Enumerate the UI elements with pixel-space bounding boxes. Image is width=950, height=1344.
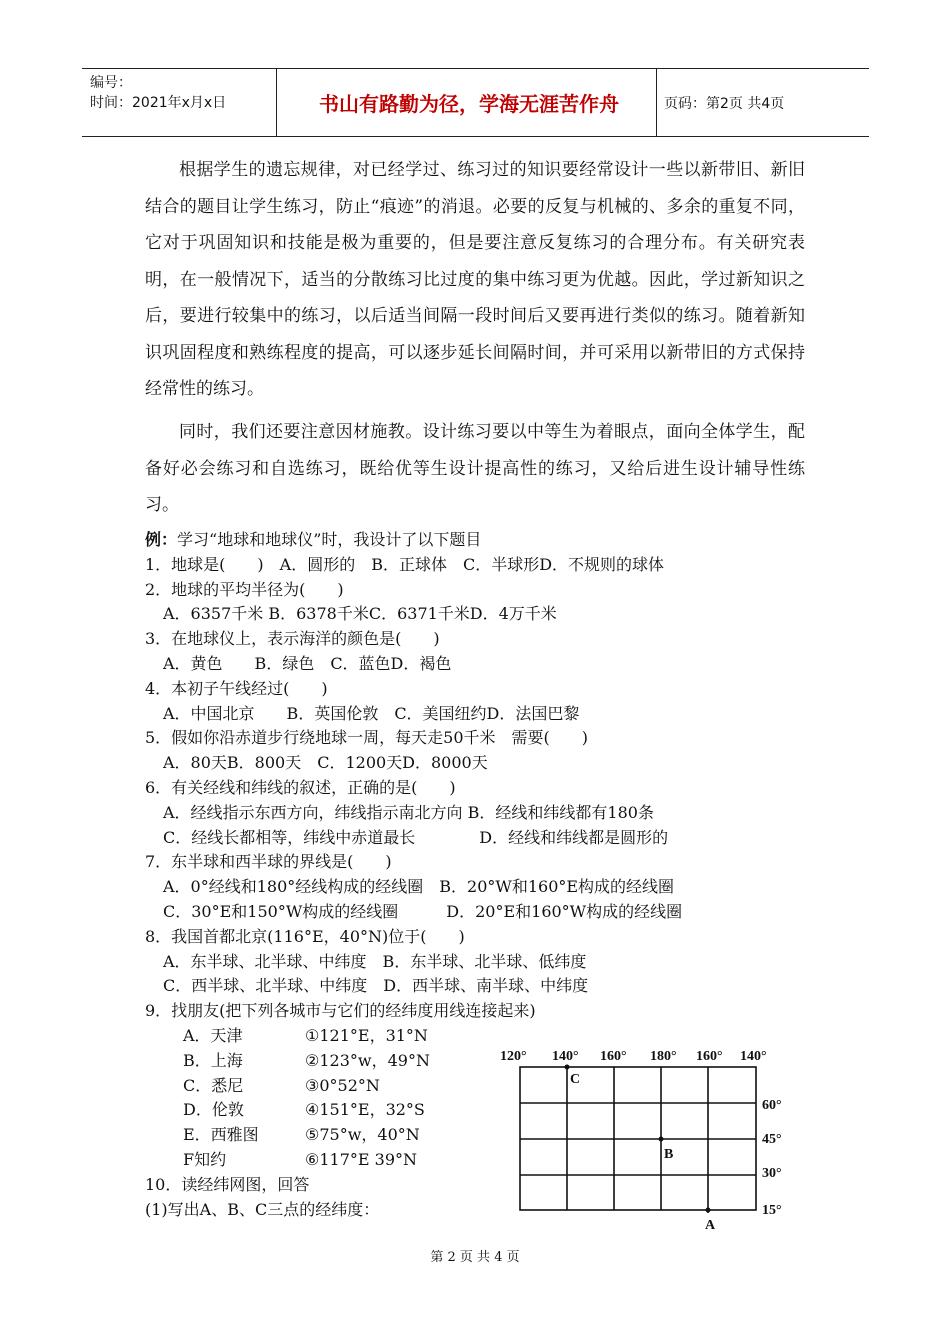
question: 5．假如你沿赤道步行绕地球一周，每天走50千米 需要( ) — [145, 728, 589, 748]
question-options: A．黄色 B．绿色 C．蓝色D．褐色 — [163, 653, 452, 673]
grid-top-label: 160° — [600, 1049, 627, 1064]
grid-right-label: 60° — [762, 1098, 782, 1113]
match-city: E．西雅图 — [183, 1125, 259, 1145]
header-number: 编号： — [90, 75, 132, 91]
example-label: 例： — [145, 530, 178, 549]
question-options: A．经线指示东西方向，纬线指示南北方向 B．经线和纬线都有180条 — [163, 802, 654, 822]
question: 2．地球的平均半径为( ) — [145, 579, 344, 599]
match-city: D．伦敦 — [183, 1100, 244, 1120]
match-city: F知约 — [183, 1149, 227, 1169]
point-a-marker — [706, 1208, 711, 1213]
point-c-label: C — [570, 1072, 581, 1087]
page-header — [82, 68, 869, 137]
point-b-label: B — [664, 1147, 674, 1162]
question: 7．东半球和西半球的界线是( ) — [145, 852, 392, 872]
question: 9．找朋友(把下列各城市与它们的经纬度用线连接起来) — [145, 1001, 536, 1021]
question-options: C．经线长都相等，纬线中赤道最长 D．经线和纬线都是圆形的 — [163, 827, 669, 847]
match-coord: ④151°E，32°S — [305, 1100, 425, 1120]
match-city: C．悉尼 — [183, 1075, 244, 1095]
grid-right-label: 15° — [762, 1203, 782, 1218]
example-text: 学习“地球和地球仪”时，我设计了以下题目 — [177, 530, 482, 549]
page-footer: 第 2 页 共 4 页 — [430, 1250, 520, 1265]
header-meta — [90, 73, 226, 113]
header-page: 页码：第2页 共4页 — [664, 95, 785, 112]
point-b-marker — [659, 1137, 664, 1142]
question-options: A．0°经线和180°经线构成的经线圈 B．20°W和160°E构成的经线圈 — [163, 877, 675, 897]
header-time: 时间：2021年x月x日 — [90, 95, 227, 111]
question: 8．我国首都北京(116°E，40°N)位于( ) — [145, 926, 465, 946]
question: 6．有关经线和纬线的叙述，正确的是( ) — [145, 777, 456, 797]
grid-top-label: 140° — [740, 1049, 767, 1064]
question: 10．读经纬网图，回答 — [145, 1174, 310, 1194]
match-coord: ⑤75°w，40°N — [305, 1125, 420, 1145]
question-options: A．6357千米 B．6378千米C．6371千米D．4万千米 — [163, 604, 557, 624]
question-options: C．西半球、北半球、中纬度 D．西半球、南半球、中纬度 — [163, 976, 589, 996]
question-options: A．东半球、北半球、中纬度 B．东半球、北半球、低纬度 — [163, 951, 587, 971]
match-coord: ③0°52°N — [305, 1075, 380, 1095]
grid-top-label: 160° — [696, 1049, 723, 1064]
question-options: A．中国北京 B．英国伦敦 C．美国纽约D．法国巴黎 — [163, 703, 580, 723]
grid-lines — [520, 1067, 756, 1213]
latlong-grid-diagram — [500, 1045, 800, 1235]
paragraph: 根据学生的遗忘规律，对已经学过、练习过的知识要经常设计一些以新带旧、新旧结合的题目让学生练习，防止“痕迹”的消退。必要的反复与机械的、多余的重复不同，它对于巩固知识和技能是极为重要的，但是要注意反复练习的合理分布。有关研究表明，在一般情况下，适当的分散练习比过度的集中练习更为优越。因此，学过新知识之后，要进行较集中的练习，以后适当间隔一段时间后又要再进行类似的练习。随着新知识巩固程度和熟练程度的提高，可以逐步延长间隔时间，并可采用以新带旧的方式保持经常性的练习。 — [145, 160, 805, 399]
question: 3．在地球仪上，表示海洋的颜色是( ) — [145, 629, 440, 649]
grid-right-label: 30° — [762, 1166, 782, 1181]
grid-right-label: 45° — [762, 1132, 782, 1147]
header-motto: 书山有路勤为径，学海无涯苦作舟 — [319, 92, 619, 116]
header-divider — [656, 69, 657, 136]
paragraph: 同时，我们还要注意因材施教。设计练习要以中等生为着眼点，面向全体学生，配备好必会练习和自选练习，既给优等生设计提高性的练习，又给后进生设计辅导性练习。 — [145, 422, 805, 515]
question-options: A．80天B．800天 C．1200天D．8000天 — [163, 753, 488, 773]
grid-top-label: 120° — [500, 1049, 527, 1064]
header-divider — [276, 69, 277, 136]
point-a-label: A — [705, 1218, 716, 1233]
match-coord: ⑥117°E 39°N — [305, 1149, 418, 1169]
question: 4．本初子午线经过( ) — [145, 678, 328, 698]
question-options: C．30°E和150°W构成的经线圈 D．20°E和160°W构成的经线圈 — [163, 901, 683, 921]
match-coord: ②123°w，49°N — [305, 1050, 430, 1070]
grid-top-label: 140° — [552, 1049, 579, 1064]
question-sub: (1)写出A、B、C三点的经纬度： — [145, 1199, 380, 1219]
example-line — [145, 528, 835, 553]
point-c-marker — [565, 1065, 570, 1070]
match-coord: ①121°E，31°N — [305, 1025, 428, 1045]
match-city: B．上海 — [183, 1050, 243, 1070]
question: 1．地球是( ) A．圆形的 B．正球体 C．半球形D．不规则的球体 — [145, 554, 665, 574]
grid-top-label: 180° — [650, 1049, 677, 1064]
match-city: A．天津 — [183, 1025, 243, 1045]
